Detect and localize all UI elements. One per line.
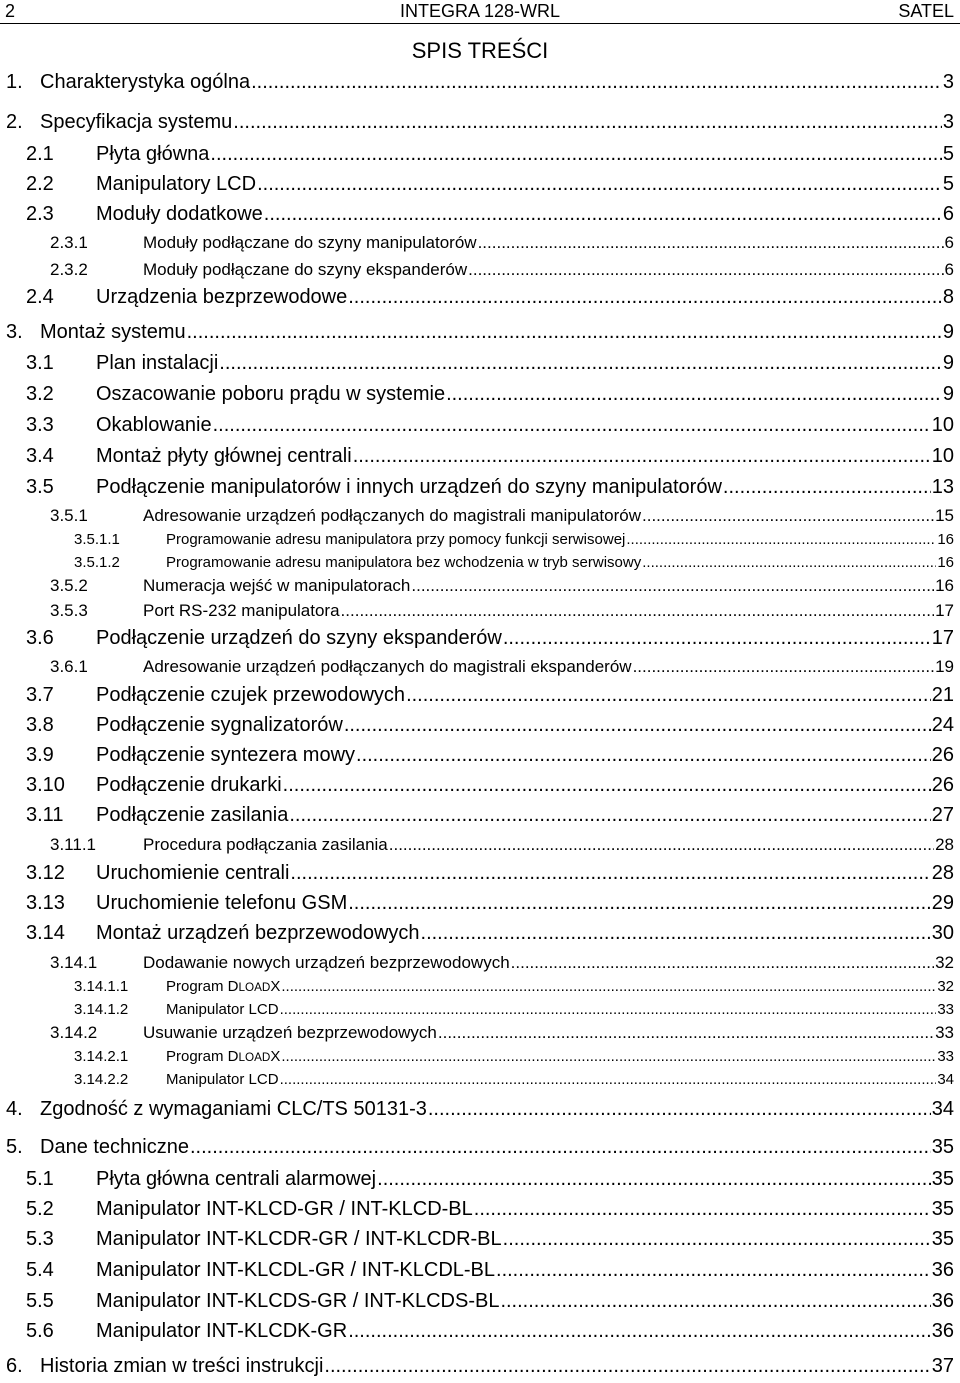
toc-entry-page: 3 — [942, 71, 954, 93]
toc-entry-title: Specyfikacja systemu — [40, 111, 233, 133]
toc-entry[interactable] — [0, 285, 960, 309]
toc-entry-page: 34 — [937, 1070, 954, 1088]
toc-leader-dots — [233, 110, 942, 134]
toc-entry-page: 16 — [937, 553, 954, 571]
toc-leader-dots — [353, 444, 931, 468]
toc-entry-title-smallcaps: LOAD — [238, 980, 271, 994]
toc-entry[interactable] — [0, 743, 960, 767]
toc-entry-title: Manipulator INT-KLCDR-GR / INT-KLCDR-BL — [96, 1228, 502, 1250]
toc-leader-dots — [446, 382, 942, 406]
toc-entry[interactable] — [0, 1047, 960, 1067]
toc-leader-dots — [626, 530, 936, 549]
toc-entry-title-part: X — [270, 1047, 281, 1065]
toc-entry[interactable] — [0, 773, 960, 797]
toc-entry-page: 37 — [931, 1355, 954, 1377]
toc-entry-title: Plan instalacji — [96, 352, 219, 374]
toc-entry-page: 17 — [931, 627, 954, 649]
toc-leader-dots — [389, 834, 934, 855]
toc-entry[interactable] — [0, 172, 960, 196]
toc-entry-page: 6 — [944, 232, 954, 252]
toc-entry-title: Manipulator INT-KLCDS-GR / INT-KLCDS-BL — [96, 1290, 500, 1312]
toc-leader-dots — [190, 1135, 931, 1159]
toc-entry[interactable] — [0, 70, 960, 94]
toc-entry-title: Adresowanie urządzeń podłączanych do magistrali ekspanderów — [143, 656, 632, 676]
toc-entry-page: 6 — [942, 203, 954, 225]
toc-entry[interactable] — [0, 1167, 960, 1191]
toc-entry[interactable] — [0, 351, 960, 375]
toc-leader-dots — [187, 320, 942, 344]
toc-leader-dots — [377, 1167, 931, 1191]
toc-entry-title: Manipulator LCD — [166, 1070, 279, 1088]
toc-entry[interactable] — [0, 413, 960, 437]
toc-entry-number: 3.6.1 — [50, 656, 88, 676]
toc-leader-dots — [406, 683, 931, 707]
toc-entry-title: Moduły podłączane do szyny manipulatorów — [143, 232, 477, 252]
toc-leader-dots — [290, 861, 930, 885]
toc-entry[interactable] — [0, 803, 960, 827]
toc-entry-number: 3.14.2.2 — [74, 1070, 129, 1088]
toc-entry-number: 2.3.1 — [50, 232, 88, 252]
toc-entry-number: 2. — [6, 111, 23, 133]
toc-entry-title: Płyta główna centrali alarmowej — [96, 1168, 377, 1190]
toc-leader-dots — [281, 1047, 936, 1066]
toc-entry-page: 8 — [942, 286, 954, 308]
toc-entry-number: 5.1 — [26, 1168, 54, 1190]
toc-leader-dots — [428, 1097, 931, 1121]
toc-leader-dots — [289, 803, 930, 827]
toc-entry-page: 33 — [937, 1047, 954, 1065]
toc-entry[interactable] — [0, 320, 960, 344]
toc-entry-number: 3.5.1.2 — [74, 553, 120, 571]
toc-entry-title-part: Program D — [166, 977, 239, 995]
toc-entry-page: 36 — [931, 1320, 954, 1342]
toc-entry-page: 5 — [942, 143, 954, 165]
toc-entry-number: 5.2 — [26, 1198, 54, 1220]
toc-entry-page: 33 — [937, 1000, 954, 1018]
toc-entry[interactable] — [0, 553, 960, 572]
toc-entry-number: 3.14.2.1 — [74, 1047, 129, 1065]
toc-entry-number: 3.5.1 — [50, 505, 88, 525]
toc-entry-page: 19 — [935, 656, 954, 676]
toc-entry-title: Zgodność z wymaganiami CLC/TS 50131-3 — [40, 1098, 427, 1120]
toc-entry-title-smallcaps: LOAD — [238, 1050, 271, 1064]
toc-entry[interactable] — [0, 1097, 960, 1121]
toc-entry-number: 3.2 — [26, 383, 54, 405]
toc-entry[interactable] — [0, 1022, 960, 1043]
toc-entry-number: 3.14.2 — [50, 1022, 98, 1042]
document-title: INTEGRA 128-WRL — [399, 1, 561, 21]
toc-entry-number: 4. — [6, 1098, 23, 1120]
toc-entry[interactable] — [0, 505, 960, 526]
toc-entry[interactable] — [0, 861, 960, 885]
toc-entry-number: 3.14 — [26, 922, 65, 944]
toc-leader-dots — [213, 413, 931, 437]
toc-leader-dots — [478, 232, 944, 253]
toc-entry-number: 3.1 — [26, 352, 54, 374]
toc-entry-title — [166, 977, 280, 997]
toc-leader-dots — [257, 172, 942, 196]
toc-title: SPIS TREŚCI — [411, 38, 549, 63]
toc-entry-page: 32 — [935, 952, 954, 972]
toc-entry-number: 3.7 — [26, 684, 54, 706]
toc-entry[interactable] — [0, 626, 960, 650]
toc-entry[interactable] — [0, 1319, 960, 1343]
toc-leader-dots — [642, 505, 934, 526]
toc-entry[interactable] — [0, 1258, 960, 1282]
toc-entry-title: Charakterystyka ogólna — [40, 71, 251, 93]
toc-entry-title: Programowanie adresu manipulatora bez wchodzenia w tryb serwisowy — [166, 553, 642, 571]
toc-entry-page: 34 — [931, 1098, 954, 1120]
toc-entry-page: 6 — [944, 259, 954, 279]
toc-entry-title: Podłączenie urządzeń do szyny ekspanderów — [96, 627, 502, 649]
toc-entry-title: Usuwanie urządzeń bezprzewodowych — [143, 1022, 437, 1042]
toc-leader-dots — [210, 142, 941, 166]
toc-entry-title: Urządzenia bezprzewodowe — [96, 286, 348, 308]
toc-entry[interactable] — [0, 713, 960, 737]
toc-leader-dots — [474, 1197, 931, 1221]
toc-entry-title: Procedura podłączania zasilania — [143, 834, 388, 854]
toc-entry[interactable] — [0, 1354, 960, 1378]
toc-entry-number: 3.10 — [26, 774, 65, 796]
toc-entry-number: 3.11.1 — [50, 834, 97, 854]
toc-entry-number: 3.4 — [26, 445, 54, 467]
toc-entry-page: 9 — [942, 321, 954, 343]
toc-entry-page: 35 — [931, 1168, 954, 1190]
toc-entry-number: 3.5.2 — [50, 575, 88, 595]
toc-entry-title: Manipulatory LCD — [96, 173, 257, 195]
toc-entry[interactable] — [0, 1197, 960, 1221]
toc-entry-number: 5.6 — [26, 1320, 54, 1342]
toc-entry-page: 26 — [931, 744, 954, 766]
toc-leader-dots — [348, 891, 931, 915]
page-header — [0, 0, 960, 24]
toc-entry-number: 2.4 — [26, 286, 54, 308]
toc-leader-dots — [348, 1319, 931, 1343]
toc-entry-title: Port RS-232 manipulatora — [143, 600, 340, 620]
page-number: 2 — [5, 1, 16, 21]
toc-entry-page: 10 — [931, 445, 954, 467]
toc-entry-title: Programowanie adresu manipulatora przy pomocy funkcji serwisowej — [166, 530, 626, 548]
toc-entry-title: Podłączenie zasilania — [96, 804, 289, 826]
toc-leader-dots — [283, 773, 931, 797]
toc-leader-dots — [219, 351, 942, 375]
toc-entry[interactable] — [0, 1000, 960, 1019]
toc-entry-title: Montaż systemu — [40, 321, 186, 343]
toc-entry-title: Podłączenie sygnalizatorów — [96, 714, 343, 736]
toc-entry-title: Manipulator INT-KLCDK-GR — [96, 1320, 348, 1342]
toc-entry-page: 28 — [935, 834, 954, 854]
toc-entry-title: Płyta główna — [96, 143, 210, 165]
toc-leader-dots — [633, 656, 935, 677]
toc-entry-number: 3.5.3 — [50, 600, 88, 620]
toc-entry[interactable] — [0, 656, 960, 677]
toc-entry-title-part: X — [270, 977, 281, 995]
toc-entry-page: 15 — [935, 505, 954, 525]
toc-entry-page: 13 — [931, 476, 954, 498]
toc-entry-page: 26 — [931, 774, 954, 796]
toc-entry[interactable] — [0, 110, 960, 134]
toc-leader-dots — [438, 1022, 934, 1043]
toc-entry-number: 3. — [6, 321, 23, 343]
toc-leader-dots — [468, 259, 943, 280]
toc-entry-page: 36 — [931, 1290, 954, 1312]
toc-leader-dots — [344, 713, 931, 737]
toc-entry-title: Moduły podłączane do szyny ekspanderów — [143, 259, 468, 279]
toc-entry-page: 21 — [931, 684, 954, 706]
toc-leader-dots — [503, 1227, 931, 1251]
toc-entry-title: Adresowanie urządzeń podłączanych do magistrali manipulatorów — [143, 505, 641, 525]
toc-entry[interactable] — [0, 259, 960, 280]
toc-entry-title: Podłączenie syntezera mowy — [96, 744, 356, 766]
toc-entry-page: 30 — [931, 922, 954, 944]
toc-entry-number: 3.14.1.2 — [74, 1000, 129, 1018]
toc-entry-page: 27 — [931, 804, 954, 826]
toc-leader-dots — [411, 575, 934, 596]
toc-entry-number: 3.9 — [26, 744, 54, 766]
toc-entry-number: 3.3 — [26, 414, 54, 436]
toc-entry-title: Moduły dodatkowe — [96, 203, 263, 225]
toc-leader-dots — [251, 70, 942, 94]
toc-entry-title: Uruchomienie telefonu GSM — [96, 892, 348, 914]
toc-entry-title: Podłączenie drukarki — [96, 774, 282, 796]
toc-entry-title: Numeracja wejść w manipulatorach — [143, 575, 411, 595]
toc-entry[interactable] — [0, 1227, 960, 1251]
toc-entry-number: 3.12 — [26, 862, 65, 884]
toc-entry-title: Manipulator INT-KLCD-GR / INT-KLCD-BL — [96, 1198, 473, 1220]
toc-entry-page: 36 — [931, 1259, 954, 1281]
toc-entry[interactable] — [0, 952, 960, 973]
toc-entry-title: Manipulator INT-KLCDL-GR / INT-KLCDL-BL — [96, 1259, 496, 1281]
toc-entry-number: 5.3 — [26, 1228, 54, 1250]
toc-leader-dots — [280, 1070, 937, 1089]
toc-leader-dots — [642, 553, 936, 572]
toc-entry-number: 6. — [6, 1355, 23, 1377]
toc-entry-page: 35 — [931, 1136, 954, 1158]
toc-entry-page: 35 — [931, 1228, 954, 1250]
toc-entry-title-part: Program D — [166, 1047, 239, 1065]
toc-entry-number: 3.14.1.1 — [74, 977, 129, 995]
toc-entry[interactable] — [0, 891, 960, 915]
header-rule — [0, 23, 960, 24]
toc-leader-dots — [264, 202, 942, 226]
toc-entry-title: Oszacowanie poboru prądu w systemie — [96, 383, 446, 405]
toc-leader-dots — [348, 285, 942, 309]
toc-entry-number: 3.14.1 — [50, 952, 98, 972]
toc-entry[interactable] — [0, 834, 960, 855]
toc-leader-dots — [500, 1289, 930, 1313]
toc-entry-title — [166, 1047, 280, 1067]
toc-leader-dots — [723, 475, 931, 499]
toc-entry[interactable] — [0, 530, 960, 549]
toc-entry-page: 24 — [931, 714, 954, 736]
toc-entry-page: 17 — [935, 600, 954, 620]
toc-entry[interactable] — [0, 202, 960, 226]
toc-entry[interactable] — [0, 683, 960, 707]
toc-entry[interactable] — [0, 921, 960, 945]
toc-entry-page: 10 — [931, 414, 954, 436]
toc-entry[interactable] — [0, 1070, 960, 1089]
toc-entry-number: 3.11 — [26, 804, 64, 826]
toc-entry-page: 29 — [931, 892, 954, 914]
toc-leader-dots — [324, 1354, 930, 1378]
toc-entry[interactable] — [0, 382, 960, 406]
toc-leader-dots — [496, 1258, 931, 1282]
toc-entry[interactable] — [0, 232, 960, 253]
toc-entry-title: Podłączenie manipulatorów i innych urządzeń do szyny manipulatorów — [96, 476, 722, 498]
toc-entry-title: Dane techniczne — [40, 1136, 189, 1158]
toc-entry-title: Manipulator LCD — [166, 1000, 279, 1018]
toc-entry-page: 16 — [935, 575, 954, 595]
toc-entry-number: 3.6 — [26, 627, 54, 649]
toc-entry-title: Montaż urządzeń bezprzewodowych — [96, 922, 420, 944]
toc-entry-title: Historia zmian w treści instrukcji — [40, 1355, 324, 1377]
toc-leader-dots — [511, 952, 934, 973]
toc-entry-number: 2.3 — [26, 203, 54, 225]
toc-entry[interactable] — [0, 575, 960, 596]
toc-leader-dots — [356, 743, 931, 767]
toc-entry-number: 1. — [6, 71, 23, 93]
toc-entry-number: 3.8 — [26, 714, 54, 736]
toc-entry-page: 32 — [937, 977, 954, 995]
toc-entry-number: 2.3.2 — [50, 259, 88, 279]
toc-entry-page: 9 — [942, 383, 954, 405]
toc-entry[interactable] — [0, 475, 960, 499]
brand-name: SATEL — [898, 1, 954, 21]
toc-entry-number: 3.5.1.1 — [74, 530, 120, 548]
toc-entry-page: 9 — [942, 352, 954, 374]
toc-entry-page: 16 — [937, 530, 954, 548]
toc-entry[interactable] — [0, 1289, 960, 1313]
toc-entry-page: 35 — [931, 1198, 954, 1220]
toc-entry-page: 28 — [931, 862, 954, 884]
toc-entry-number: 3.5 — [26, 476, 54, 498]
toc-leader-dots — [341, 600, 935, 621]
toc-entry-number: 2.1 — [26, 143, 54, 165]
toc-entry-title: Podłączenie czujek przewodowych — [96, 684, 406, 706]
toc-leader-dots — [281, 977, 936, 996]
toc-leader-dots — [421, 921, 931, 945]
toc-entry-title: Dodawanie nowych urządzeń bezprzewodowych — [143, 952, 510, 972]
toc-entry-page: 33 — [935, 1022, 954, 1042]
toc-entry[interactable] — [0, 977, 960, 997]
toc-entry-number: 5.5 — [26, 1290, 54, 1312]
toc-entry[interactable] — [0, 1135, 960, 1159]
toc-entry-page: 5 — [942, 173, 954, 195]
toc-entry-number: 2.2 — [26, 173, 54, 195]
toc-entry[interactable] — [0, 142, 960, 166]
toc-entry-title: Uruchomienie centrali — [96, 862, 290, 884]
toc-entry-number: 5.4 — [26, 1259, 54, 1281]
toc-leader-dots — [503, 626, 931, 650]
toc-entry-title: Montaż płyty głównej centrali — [96, 445, 352, 467]
toc-entry-page: 3 — [942, 111, 954, 133]
toc-leader-dots — [280, 1000, 937, 1019]
toc-entry-title: Okablowanie — [96, 414, 212, 436]
toc-entry-number: 3.13 — [26, 892, 65, 914]
toc-entry[interactable] — [0, 444, 960, 468]
toc-entry-number: 5. — [6, 1136, 23, 1158]
toc-entry[interactable] — [0, 600, 960, 621]
